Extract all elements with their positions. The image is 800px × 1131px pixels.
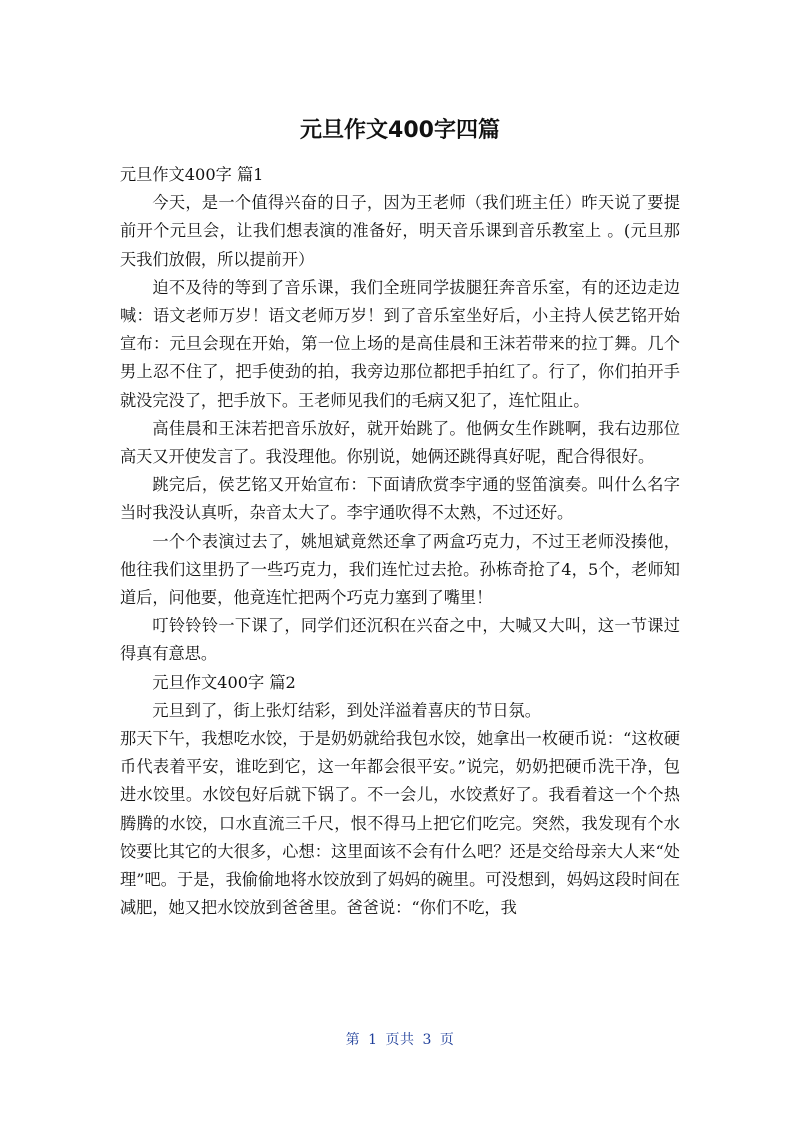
footer-page-number: 1	[368, 1032, 378, 1048]
paragraph: 跳完后，侯艺铭又开始宣布：下面请欣赏李宇通的竖笛演奏。叫什么名字当时我没认真听，杂音太大了。李宇通吹得不太熟，不过还好。	[120, 475, 680, 523]
paragraph: 元旦作文400字 篇2	[152, 672, 296, 692]
page-title: 元旦作文400字四篇	[300, 118, 500, 143]
paragraph: 一个个表演过去了，姚旭斌竟然还拿了两盒巧克力，不过王老师没揍他，他往我们这里扔了一些巧克力，我们连忙过去抢。孙栋奇抢了4，5个，老师知道后，问他要，他竟连忙把两个巧克力塞到了嘴里！	[120, 531, 680, 608]
document-body	[120, 161, 680, 922]
footer-label-suffix: 页	[439, 1032, 455, 1048]
paragraph: 高佳晨和王沫若把音乐放好，就开始跳了。他俩女生作跳啊，我右边那位高天又开使发言了。我没理他。你别说，她俩还跳得真好呢，配合得很好。	[120, 418, 680, 467]
paragraph: 今天，是一个值得兴奋的日子，因为王老师（我们班主任）昨天说了要提前开个元旦会，让我们想表演的准备好，明天音乐课到音乐教室上 。(元旦那天我们放假，所以提前开）	[120, 193, 680, 269]
page-footer	[0, 1030, 800, 1050]
paragraph: 那天下午，我想吃水饺，于是奶奶就给我包水饺，她拿出一枚硬币说：“这枚硬币代表着平安，谁吃到它，这一年都会很平安。”说完，奶奶把硬币洗干净，包进水饺里。水饺包好后就下锅了。不一会儿，水饺煮好了。我看着这一个个热腾腾的水饺，口水直流三千尺，恨不得马上把它们吃完。突然，我发现有个水饺要比其它的大很多，心想：这里面该不会有什么吧？还是交给母亲大人来“处理”吧。于是，我偷偷地将水饺放到了妈妈的碗里。可没想到，妈妈这段时间在减肥，她又把水饺放到爸爸里。爸爸说：“你们不吃，我	[120, 729, 680, 918]
paragraph: 元旦作文400字 篇1	[120, 165, 264, 184]
footer-page-total: 3	[422, 1032, 432, 1048]
paragraph: 叮铃铃铃一下课了，同学们还沉积在兴奋之中，大喊又大叫，这一节课过得真有意思。	[120, 616, 680, 664]
paragraph: 元旦到了，街上张灯结彩，到处洋溢着喜庆的节日氛。	[152, 700, 541, 720]
footer-label-prefix: 第	[345, 1032, 361, 1048]
footer-label-mid: 页共	[385, 1032, 415, 1048]
paragraph: 迫不及待的等到了音乐课，我们全班同学拔腿狂奔音乐室，有的还边走边喊：语文老师万岁！语文老师万岁！到了音乐室坐好后，小主持人侯艺铭开始宣布：元旦会现在开始，第一位上场的是高佳晨和王沫若带来的拉丁舞。几个男上忍不住了，把手使劲的拍，我旁边那位都把手拍红了。行了，你们拍开手就没完没了，把手放下。王老师见我们的毛病又犯了，连忙阻止。	[120, 277, 680, 410]
